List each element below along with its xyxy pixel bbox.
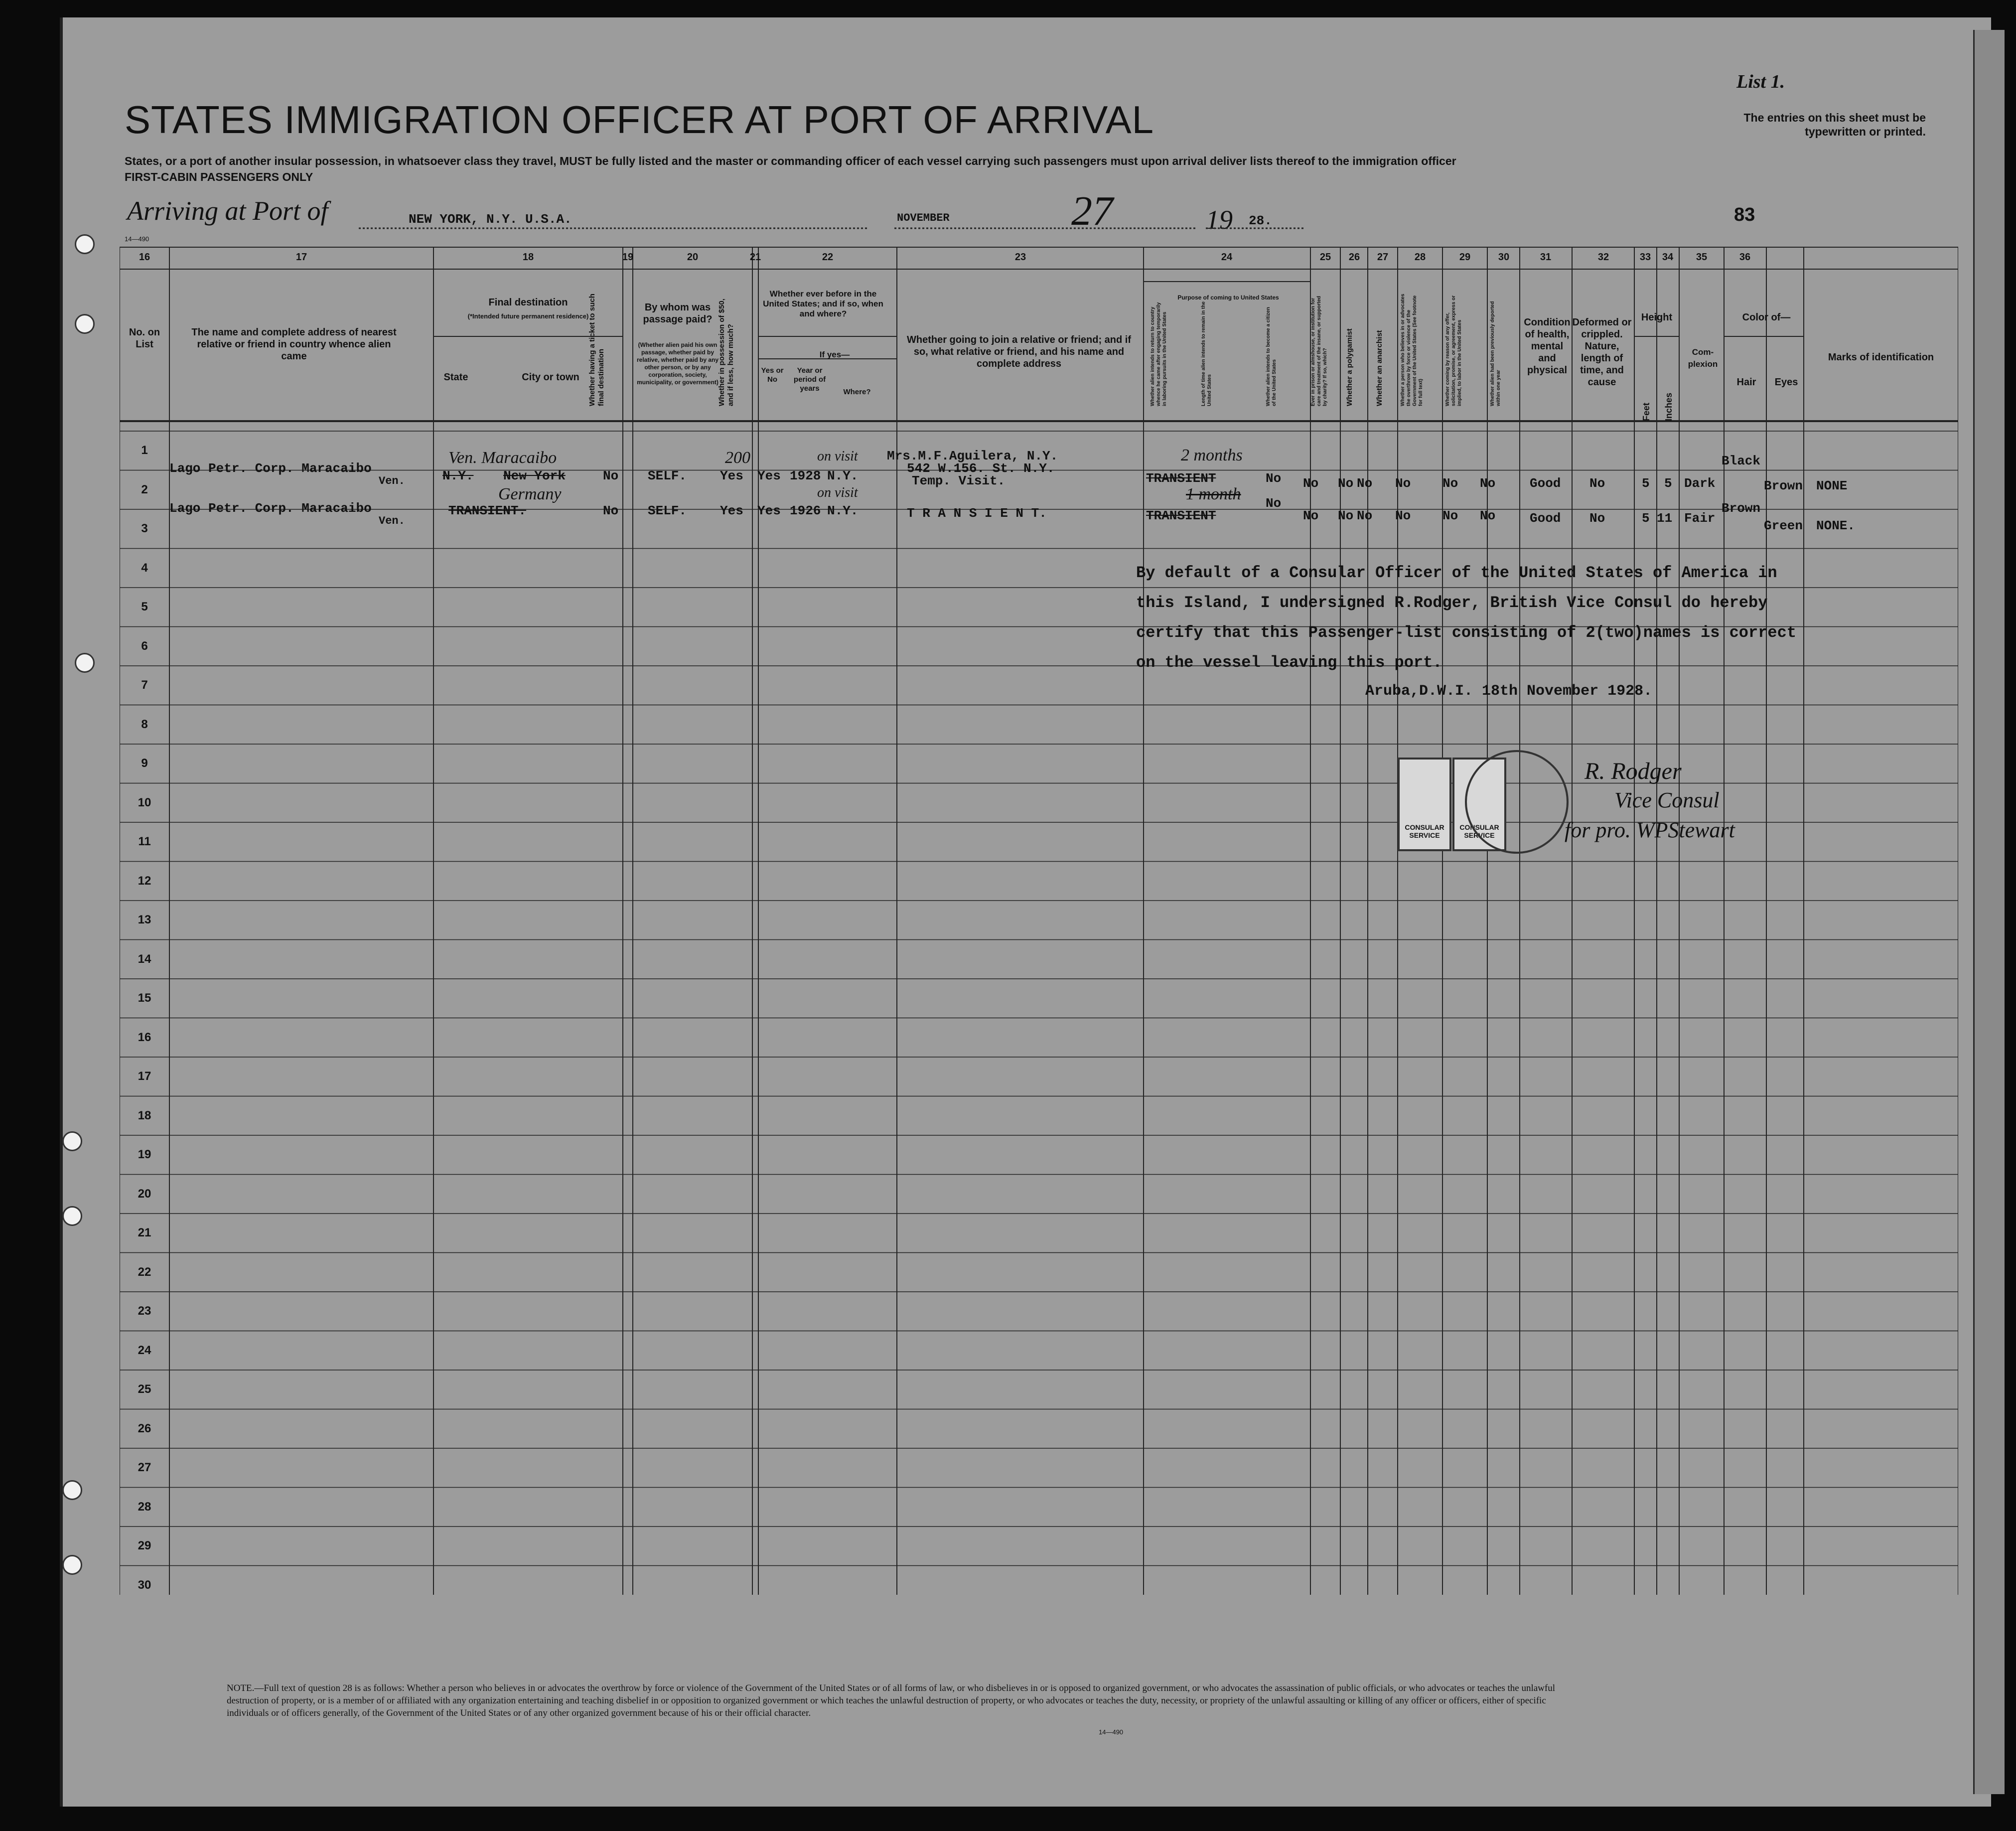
p1-inches: 5 (1664, 476, 1672, 491)
p2-polygamist: No (1338, 508, 1354, 523)
row-number: 29 (138, 1539, 151, 1552)
column-number: 20 (687, 252, 699, 263)
p2-condition: Good (1530, 511, 1561, 526)
binder-hole (62, 1131, 82, 1151)
row-number: 21 (138, 1226, 151, 1239)
consul-signature-pro: for pro. WPStewart (1565, 818, 1735, 842)
column-number: 26 (1348, 252, 1360, 263)
row-number: 4 (141, 561, 148, 575)
row-number: 18 (138, 1108, 151, 1122)
header-overthrow: Whether a person who believes in or advocates the overthrow by force or violence of the Government of the United States (See footnote for full text) (1400, 294, 1424, 406)
row-number: 30 (138, 1578, 151, 1592)
p2-deformed: No (1589, 511, 1605, 526)
header-joining: Whether going to join a relative or friend; and if so, what relative or friend, and his name and complete address (906, 334, 1132, 369)
p1-offer: No (1442, 476, 1458, 491)
binder-hole (75, 234, 95, 254)
row-number: 15 (138, 991, 151, 1005)
binder-hole (62, 1480, 82, 1500)
p1-destination-handwritten: Ven. Maracaibo (448, 449, 557, 467)
p2-feet: 5 (1642, 511, 1650, 526)
certification-line-2: this Island, I undersigned R.Rodger, British Vice Consul do hereby (1136, 594, 1768, 612)
p1-where: N.Y. (827, 468, 859, 483)
row-number: 7 (141, 678, 148, 692)
p2-ever-before: Yes (757, 503, 781, 518)
row-number: 10 (138, 795, 151, 809)
form-subtitle-passengers: FIRST-CABIN PASSENGERS ONLY (125, 170, 313, 183)
binder-hole (75, 653, 95, 673)
header-purpose-return: Whether alien intends to return to country whence he came after engaging temporarily in laboring pursuits in the United States (1150, 302, 1167, 406)
header-if-yes: If yes— (819, 350, 850, 359)
p2-year: 1926 (790, 503, 821, 518)
p2-state: TRANSIENT. (448, 503, 527, 518)
header-eyes: Eyes (1774, 377, 1798, 388)
consul-signature: R. Rodger (1584, 758, 1682, 784)
p1-state: N.Y. (442, 468, 474, 483)
row-number: 9 (141, 757, 148, 770)
p2-where: N.Y. (827, 503, 859, 518)
column-number: 17 (295, 252, 307, 263)
p2-ticket: No (603, 503, 619, 518)
p2-inches: 11 (1657, 511, 1673, 526)
header-marks: Marks of identification (1828, 352, 1934, 363)
list-number: List 1. (1736, 71, 1785, 92)
row-number: 1 (141, 444, 148, 457)
p2-paid-by: SELF. (648, 503, 687, 518)
p1-joining-line2: 542 W.156. St. N.Y. (907, 461, 1055, 476)
header-inches: Inches (1664, 392, 1674, 421)
column-number: 28 (1414, 252, 1426, 263)
row-number: 13 (138, 913, 151, 926)
header-final-destination-note: (*Intended future permanent residence) (467, 312, 589, 320)
page-number: 83 (1734, 204, 1755, 225)
p1-year: 1928 (790, 468, 821, 483)
column-number: 33 (1639, 252, 1651, 263)
row-number: 6 (141, 639, 148, 653)
p2-purpose: TRANSIENT (1146, 508, 1216, 523)
p2-relative: Lago Petr. Corp. Maracaibo (169, 501, 372, 516)
p2-destination-handwritten: Germany (498, 485, 562, 503)
row-number: 27 (138, 1461, 151, 1474)
column-number: 32 (1597, 252, 1609, 263)
p2-offer: No (1442, 508, 1458, 523)
p1-overthrow: No (1395, 476, 1411, 491)
p1-money-handwritten: 200 (725, 449, 750, 467)
row-number: 22 (138, 1265, 151, 1279)
row-number: 28 (138, 1500, 151, 1514)
p2-eyes: Green (1764, 518, 1803, 533)
column-number: 27 (1377, 252, 1389, 263)
column-number: 30 (1498, 252, 1510, 263)
p2-marks: NONE. (1816, 518, 1856, 533)
header-anarchist: Whether an anarchist (1375, 330, 1384, 406)
p1-hair: Black (1722, 454, 1761, 468)
header-height: Height (1641, 312, 1673, 323)
column-number: 23 (1014, 252, 1026, 263)
p2-prison: No (1303, 508, 1319, 523)
column-number: 22 (822, 252, 834, 263)
p1-deported: No (1480, 476, 1496, 491)
sheet-edge (1973, 30, 2005, 1794)
header-final-destination: Final destination (488, 297, 568, 308)
row-number: 19 (138, 1148, 151, 1161)
row-number: 26 (138, 1421, 151, 1435)
arrival-day: 27 (1071, 188, 1113, 234)
header-polygamist: Whether a polygamist (1345, 328, 1354, 406)
certification (1136, 558, 1797, 678)
p2-complexion: Fair (1684, 511, 1716, 526)
header-city: City or town (522, 372, 579, 383)
p2-purpose-handwritten: 1 month (1186, 485, 1241, 503)
header-condition: Condition of health, mental and physical (1524, 317, 1571, 376)
row-number: 17 (138, 1069, 151, 1083)
p1-prison: No (1303, 476, 1319, 491)
p1-deformed: No (1589, 476, 1605, 491)
arrival-year-suffix: 28. (1249, 213, 1272, 228)
header-color-of: Color of— (1742, 312, 1791, 323)
row-number: 16 (138, 1030, 151, 1044)
stamp-label: CONSULAR SERVICE (1405, 823, 1444, 839)
binder-hole (75, 314, 95, 334)
p1-joining-line3: Temp. Visit. (912, 473, 1006, 488)
certification-line-1: By default of a Consular Officer of the United States of America in (1136, 564, 1777, 582)
column-number: 24 (1221, 252, 1233, 263)
p1-eyes: Brown (1764, 478, 1803, 493)
manifest-grid (120, 247, 1958, 1595)
p1-marks: NONE (1816, 478, 1848, 493)
binder-hole (62, 1555, 82, 1575)
column-number: 25 (1319, 252, 1331, 263)
p1-polygamist: No (1338, 476, 1354, 491)
p2-anarchist: No (1357, 508, 1373, 523)
p1-relative: Lago Petr. Corp. Maracaibo (169, 461, 372, 476)
row-number: 25 (138, 1382, 151, 1396)
p2-citizen: No (1266, 496, 1282, 511)
header-yes-no: Yes or No (761, 366, 784, 384)
row-number: 8 (141, 717, 148, 731)
p2-where-handwritten: on visit (817, 485, 858, 500)
footnote-form-number: 14—490 (1099, 1728, 1124, 1736)
p1-money: Yes (720, 468, 743, 483)
p1-purpose: TRANSIENT (1146, 471, 1216, 486)
arrival-month: NOVEMBER (897, 212, 950, 224)
footnote: NOTE.—Full text of question 28 is as follows: Whether a person who believes in or advocates the overthrow by force or violence of the Government of the United States or of all forms of law, or who disbelieves in or is opposed to organized government, or who advocates the assassination of public officials, or who advocates or teaches the unlawful destruction of property, or is a member of or affiliated with any organization entertaining and teaching disbelief in or opposition to organized government or which teaches the unlawful destruction of property, or who advocates or teaches the duty, necessity, or propriety of the unlawful assaulting or killing of any officer or officers, either of specific individuals or of officers generally, of the Government of the United States or of any other organized government because of his or their official character. (227, 1683, 1556, 1718)
row-number: 3 (141, 522, 148, 535)
consular-stamp (1398, 758, 1451, 851)
p2-deported: No (1480, 508, 1496, 523)
form-subtitle: States, or a port of another insular possession, in whatsoever class they travel, MUST be fully listed and the master or commanding officer of each vessel carrying such passengers must upon arrival deliver lists thereof to the immigration officer (125, 154, 1456, 167)
port-of-arrival: NEW YORK, N.Y. U.S.A. (409, 212, 572, 227)
p2-relative-line2: Ven. (379, 515, 405, 527)
header-purpose-length: Length of time alien intends to remain in the United States (1201, 301, 1212, 406)
header-offer: Whether coming by reason of any offer, solicitation, promise, or agreement, express or implied, to labor in the United States (1445, 295, 1462, 406)
column-number: 21 (749, 252, 761, 263)
header-prison: Ever in prison or almshouse, or institution for care and treatment of the insane, or supported by charity? If so, which? (1310, 296, 1328, 406)
p2-money: Yes (720, 503, 743, 518)
header-state: State (443, 372, 468, 383)
column-number: 29 (1459, 252, 1471, 263)
p1-purpose-handwritten: 2 months (1181, 446, 1243, 464)
form-title: STATES IMMIGRATION OFFICER AT PORT OF ARRIVAL (125, 98, 1154, 142)
column-number: 18 (522, 252, 534, 263)
form-number: 14—490 (125, 235, 149, 243)
header-nearest-relative: The name and complete address of nearest relative or friend in country whence alien came (191, 327, 397, 362)
arriving-underline (359, 227, 1305, 230)
header-purpose-citizen: Whether alien intends to become a citizen of the United States (1266, 307, 1277, 406)
p1-complexion: Dark (1684, 476, 1716, 491)
arrival-year-prefix: 19 (1206, 205, 1233, 235)
arriving-label: Arriving at Port of (127, 196, 328, 226)
p1-where-handwritten: on visit (817, 449, 858, 464)
row-number: 11 (138, 835, 151, 848)
p1-ticket: No (603, 468, 619, 483)
certification-line-4: on the vessel leaving this port. (1136, 653, 1442, 672)
header-hair: Hair (1736, 377, 1756, 388)
p1-citizen: No (1266, 471, 1282, 486)
header-where: Where? (843, 388, 871, 396)
header-purpose: Purpose of coming to United States (1177, 294, 1279, 301)
column-number: 34 (1662, 252, 1674, 263)
p1-joining: Mrs.M.F.Aguilera, N.Y. (887, 449, 1058, 463)
p1-paid-by: SELF. (648, 468, 687, 483)
column-number: 16 (139, 252, 150, 263)
p1-city: New York (503, 468, 566, 483)
p2-hair: Brown (1722, 501, 1761, 516)
header-ever-before: Whether ever before in the United States; and if so, when and where? (763, 289, 883, 318)
certification-line-3: certify that this Passenger-list consisting of 2(two)names is correct (1136, 623, 1797, 642)
row-number: 24 (138, 1343, 151, 1357)
header-passage-paid: By whom was passage paid? (643, 302, 713, 325)
header-possession-50: Whether in possession of $50, and if less, how much? (718, 299, 735, 406)
typewritten-note: The entries on this sheet must be typewritten or printed. (1743, 111, 1926, 138)
p1-feet: 5 (1642, 476, 1650, 491)
header-feet: Feet (1641, 402, 1651, 421)
p2-overthrow: No (1395, 508, 1411, 523)
column-number: 36 (1739, 252, 1751, 263)
header-no-on-list: No. on List (129, 327, 160, 350)
stamp-label: CONSULAR SERVICE (1459, 823, 1499, 839)
header-year-period: Year or period of years (793, 366, 826, 393)
p1-condition: Good (1530, 476, 1561, 491)
column-number: 19 (622, 252, 634, 263)
row-number: 5 (141, 600, 148, 613)
consul-title-handwritten: Vice Consul (1614, 788, 1720, 812)
header-complexion: Com-plexion (1688, 347, 1718, 369)
column-number: 35 (1696, 252, 1708, 263)
p1-ever-before: Yes (757, 468, 781, 483)
row-number: 23 (138, 1304, 151, 1318)
row-number: 2 (141, 482, 148, 496)
binder-hole (62, 1206, 82, 1226)
header-passage-note: (Whether alien paid his own passage, whether paid by relative, whether paid by any other person, or by any corporation, society, municipality, or government) (636, 341, 719, 386)
row-number: 20 (138, 1187, 151, 1201)
column-number: 31 (1540, 252, 1552, 263)
header-ticket: Whether having a ticket to such final destination (588, 294, 605, 406)
certification-date: Aruba,D.W.I. 18th November 1928. (1365, 683, 1653, 700)
row-number: 12 (138, 874, 151, 888)
header-deported: Whether alien had been previously deported within one year (1490, 301, 1501, 406)
row-number: 14 (138, 952, 151, 966)
p2-joining: T R A N S I E N T. (907, 506, 1047, 521)
header-deformed: Deformed or crippled. Nature, length of time, and cause (1572, 317, 1632, 388)
p1-anarchist: No (1357, 476, 1373, 491)
vice-consulate-seal (1465, 750, 1569, 854)
p1-relative-line2: Ven. (379, 475, 405, 487)
